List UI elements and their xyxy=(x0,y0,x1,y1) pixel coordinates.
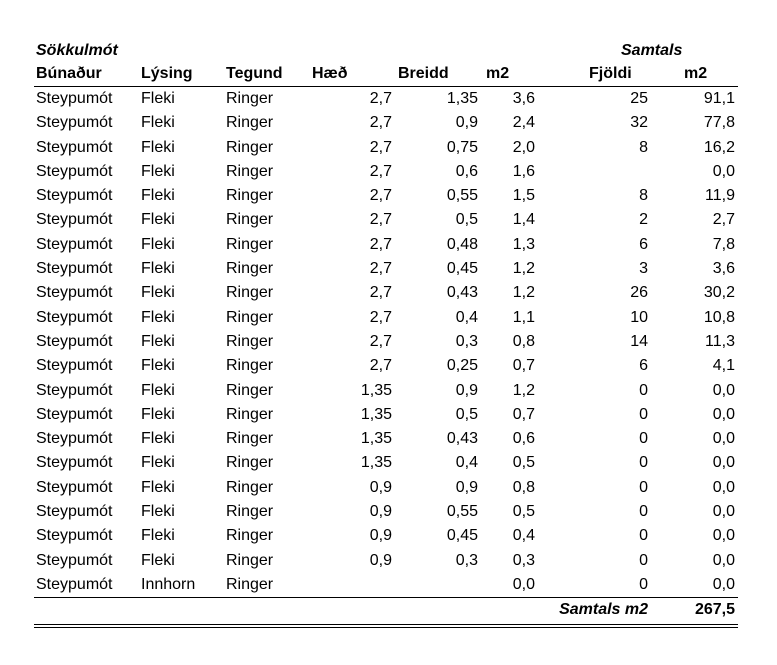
cell-lysing: Fleki xyxy=(141,138,175,156)
double-underline-bottom xyxy=(34,627,738,628)
cell-breidd: 0,5 xyxy=(455,405,478,423)
cell-haed: 1,35 xyxy=(360,430,392,448)
table-row xyxy=(34,451,738,475)
cell-fjoldi: 6 xyxy=(639,235,648,253)
table-row xyxy=(34,330,738,354)
table-row xyxy=(34,208,738,232)
cell-m2: 0,3 xyxy=(512,551,535,569)
cell-m2: 1,3 xyxy=(512,235,535,253)
cell-haed: 2,7 xyxy=(369,260,392,278)
cell-bunadur: Steypumót xyxy=(36,332,113,350)
cell-m2-total: 77,8 xyxy=(703,114,735,132)
cell-m2-total: 0,0 xyxy=(712,478,735,496)
cell-lysing: Fleki xyxy=(141,381,175,399)
cell-breidd: 0,43 xyxy=(446,430,478,448)
cell-breidd: 0,6 xyxy=(455,162,478,180)
cell-fjoldi: 0 xyxy=(639,478,648,496)
cell-tegund: Ringer xyxy=(226,187,274,205)
cell-breidd: 0,9 xyxy=(455,381,478,399)
cell-haed: 2,7 xyxy=(369,211,392,229)
cell-tegund: Ringer xyxy=(226,381,274,399)
cell-fjoldi: 0 xyxy=(639,527,648,545)
total-label: Samtals m2 xyxy=(559,601,648,619)
cell-m2: 2,4 xyxy=(512,114,535,132)
cell-fjoldi: 32 xyxy=(630,114,648,132)
cell-lysing: Fleki xyxy=(141,284,175,302)
cell-m2-total: 0,0 xyxy=(712,575,735,593)
cell-bunadur: Steypumót xyxy=(36,211,113,229)
cell-breidd: 0,4 xyxy=(455,454,478,472)
cell-lysing: Fleki xyxy=(141,332,175,350)
cell-haed: 2,7 xyxy=(369,308,392,326)
cell-m2-total: 91,1 xyxy=(703,90,735,107)
cell-haed: 2,7 xyxy=(369,187,392,205)
cell-m2-total: 4,1 xyxy=(712,357,735,375)
table-row xyxy=(34,500,738,524)
cell-lysing: Fleki xyxy=(141,308,175,326)
table-row xyxy=(34,233,738,257)
cell-bunadur: Steypumót xyxy=(36,478,113,496)
spreadsheet-table xyxy=(34,40,738,628)
column-header-row xyxy=(34,62,738,87)
cell-tegund: Ringer xyxy=(226,478,274,496)
cell-m2: 0,4 xyxy=(512,527,535,545)
cell-m2: 0,7 xyxy=(512,405,535,423)
cell-m2: 1,6 xyxy=(512,162,535,180)
cell-tegund: Ringer xyxy=(226,211,274,229)
cell-tegund: Ringer xyxy=(226,405,274,423)
cell-m2-total: 0,0 xyxy=(712,162,735,180)
cell-m2: 0,0 xyxy=(512,575,535,593)
cell-fjoldi: 0 xyxy=(639,454,648,472)
cell-haed: 0,9 xyxy=(369,551,392,569)
cell-m2-total: 0,0 xyxy=(712,405,735,423)
cell-m2-total: 0,0 xyxy=(712,454,735,472)
cell-m2: 0,5 xyxy=(512,454,535,472)
col-header-bunadur: Búnaður xyxy=(36,65,102,82)
cell-fjoldi: 10 xyxy=(630,308,648,326)
cell-haed: 0,9 xyxy=(369,527,392,545)
total-row xyxy=(34,597,738,621)
cell-m2: 0,5 xyxy=(512,503,535,521)
cell-lysing: Fleki xyxy=(141,405,175,423)
cell-breidd: 0,4 xyxy=(455,308,478,326)
table-row xyxy=(34,184,738,208)
cell-m2: 0,8 xyxy=(512,478,535,496)
cell-lysing: Fleki xyxy=(141,454,175,472)
table-body xyxy=(34,87,738,597)
cell-m2: 1,2 xyxy=(512,381,535,399)
cell-haed: 1,35 xyxy=(360,381,392,399)
cell-tegund: Ringer xyxy=(226,454,274,472)
table-row xyxy=(34,257,738,281)
cell-fjoldi: 25 xyxy=(630,90,648,107)
cell-fjoldi: 0 xyxy=(639,405,648,423)
table-row xyxy=(34,573,738,597)
double-underline-top xyxy=(34,624,738,625)
cell-haed: 2,7 xyxy=(369,357,392,375)
cell-lysing: Fleki xyxy=(141,527,175,545)
cell-m2-total: 30,2 xyxy=(703,284,735,302)
cell-tegund: Ringer xyxy=(226,430,274,448)
cell-lysing: Fleki xyxy=(141,235,175,253)
cell-m2: 1,1 xyxy=(512,308,535,326)
cell-m2: 1,2 xyxy=(512,260,535,278)
col-header-haed: Hæð xyxy=(312,65,348,82)
cell-fjoldi: 8 xyxy=(639,187,648,205)
cell-haed: 0,9 xyxy=(369,478,392,496)
cell-m2-total: 11,9 xyxy=(705,187,735,205)
cell-m2-total: 10,8 xyxy=(703,308,735,326)
cell-tegund: Ringer xyxy=(226,284,274,302)
cell-lysing: Fleki xyxy=(141,551,175,569)
table-row xyxy=(34,306,738,330)
col-header-breidd: Breidd xyxy=(398,65,449,82)
cell-fjoldi: 0 xyxy=(639,430,648,448)
col-header-lysing: Lýsing xyxy=(141,65,193,82)
cell-haed: 0,9 xyxy=(369,503,392,521)
cell-bunadur: Steypumót xyxy=(36,551,113,569)
cell-haed: 2,7 xyxy=(369,162,392,180)
cell-tegund: Ringer xyxy=(226,357,274,375)
cell-breidd: 0,3 xyxy=(455,332,478,350)
cell-tegund: Ringer xyxy=(226,308,274,326)
cell-tegund: Ringer xyxy=(226,527,274,545)
cell-m2: 0,8 xyxy=(512,332,535,350)
cell-bunadur: Steypumót xyxy=(36,90,113,107)
cell-lysing: Fleki xyxy=(141,478,175,496)
cell-bunadur: Steypumót xyxy=(36,430,113,448)
cell-breidd: 0,45 xyxy=(446,260,478,278)
table-row xyxy=(34,476,738,500)
cell-bunadur: Steypumót xyxy=(36,527,113,545)
cell-bunadur: Steypumót xyxy=(36,308,113,326)
cell-breidd: 0,3 xyxy=(455,551,478,569)
cell-m2-total: 0,0 xyxy=(712,503,735,521)
cell-m2: 0,7 xyxy=(512,357,535,375)
cell-m2: 1,4 xyxy=(512,211,535,229)
cell-tegund: Ringer xyxy=(226,503,274,521)
cell-fjoldi: 14 xyxy=(630,332,648,350)
cell-fjoldi: 0 xyxy=(639,381,648,399)
total-value: 267,5 xyxy=(694,601,735,619)
cell-haed: 2,7 xyxy=(369,332,392,350)
cell-fjoldi: 0 xyxy=(639,551,648,569)
sheet-title: Sökkulmót xyxy=(36,42,118,59)
cell-tegund: Ringer xyxy=(226,138,274,156)
cell-breidd: 0,43 xyxy=(446,284,478,302)
table-row xyxy=(34,281,738,305)
cell-m2: 0,6 xyxy=(512,430,535,448)
cell-m2-total: 16,2 xyxy=(703,138,735,156)
cell-breidd: 0,75 xyxy=(446,138,478,156)
cell-haed: 2,7 xyxy=(369,90,392,107)
table-row xyxy=(34,403,738,427)
group-header-samtals: Samtals xyxy=(621,42,683,59)
cell-lysing: Fleki xyxy=(141,162,175,180)
cell-m2: 1,2 xyxy=(512,284,535,302)
cell-bunadur: Steypumót xyxy=(36,114,113,132)
cell-breidd: 0,55 xyxy=(446,503,478,521)
cell-lysing: Innhorn xyxy=(141,575,196,593)
cell-m2-total: 7,8 xyxy=(712,235,735,253)
title-row xyxy=(34,40,738,62)
cell-tegund: Ringer xyxy=(226,575,274,593)
cell-breidd: 0,9 xyxy=(455,478,478,496)
cell-m2: 2,0 xyxy=(512,138,535,156)
cell-m2-total: 0,0 xyxy=(712,381,735,399)
cell-m2-total: 3,6 xyxy=(712,260,735,278)
cell-tegund: Ringer xyxy=(226,551,274,569)
col-header-m2-total: m2 xyxy=(684,65,708,82)
cell-bunadur: Steypumót xyxy=(36,405,113,423)
cell-breidd: 0,55 xyxy=(446,187,478,205)
cell-breidd: 0,5 xyxy=(455,211,478,229)
cell-m2: 3,6 xyxy=(512,90,535,107)
cell-tegund: Ringer xyxy=(226,90,274,107)
cell-tegund: Ringer xyxy=(226,260,274,278)
cell-bunadur: Steypumót xyxy=(36,138,113,156)
table-row xyxy=(34,136,738,160)
cell-m2-total: 11,3 xyxy=(705,332,735,350)
cell-lysing: Fleki xyxy=(141,503,175,521)
cell-haed: 1,35 xyxy=(360,405,392,423)
cell-m2-total: 2,7 xyxy=(712,211,735,229)
table-row xyxy=(34,111,738,135)
cell-fjoldi: 26 xyxy=(630,284,648,302)
table-row xyxy=(34,427,738,451)
cell-tegund: Ringer xyxy=(226,332,274,350)
cell-tegund: Ringer xyxy=(226,162,274,180)
cell-bunadur: Steypumót xyxy=(36,503,113,521)
cell-bunadur: Steypumót xyxy=(36,575,113,593)
col-header-m2: m2 xyxy=(486,65,510,82)
cell-lysing: Fleki xyxy=(141,90,175,107)
cell-breidd: 1,35 xyxy=(446,90,478,107)
cell-bunadur: Steypumót xyxy=(36,381,113,399)
cell-bunadur: Steypumót xyxy=(36,357,113,375)
table-row xyxy=(34,160,738,184)
cell-haed: 2,7 xyxy=(369,284,392,302)
cell-lysing: Fleki xyxy=(141,260,175,278)
cell-tegund: Ringer xyxy=(226,114,274,132)
cell-lysing: Fleki xyxy=(141,114,175,132)
table-row xyxy=(34,354,738,378)
cell-haed: 2,7 xyxy=(369,138,392,156)
cell-fjoldi: 0 xyxy=(639,503,648,521)
col-header-tegund: Tegund xyxy=(226,65,283,82)
cell-lysing: Fleki xyxy=(141,187,175,205)
cell-bunadur: Steypumót xyxy=(36,162,113,180)
cell-lysing: Fleki xyxy=(141,357,175,375)
cell-bunadur: Steypumót xyxy=(36,235,113,253)
cell-bunadur: Steypumót xyxy=(36,187,113,205)
cell-breidd: 0,9 xyxy=(455,114,478,132)
cell-haed: 1,35 xyxy=(360,454,392,472)
cell-bunadur: Steypumót xyxy=(36,284,113,302)
cell-fjoldi: 8 xyxy=(639,138,648,156)
cell-fjoldi: 6 xyxy=(639,357,648,375)
cell-breidd: 0,25 xyxy=(446,357,478,375)
cell-breidd: 0,48 xyxy=(446,235,478,253)
table-row xyxy=(34,379,738,403)
cell-fjoldi: 0 xyxy=(639,575,648,593)
cell-bunadur: Steypumót xyxy=(36,454,113,472)
cell-fjoldi: 2 xyxy=(639,211,648,229)
cell-fjoldi: 3 xyxy=(639,260,648,278)
cell-m2: 1,5 xyxy=(512,187,535,205)
cell-tegund: Ringer xyxy=(226,235,274,253)
cell-m2-total: 0,0 xyxy=(712,527,735,545)
cell-breidd: 0,45 xyxy=(446,527,478,545)
cell-m2-total: 0,0 xyxy=(712,551,735,569)
cell-m2-total: 0,0 xyxy=(712,430,735,448)
cell-haed: 2,7 xyxy=(369,114,392,132)
table-row xyxy=(34,87,738,111)
table-row xyxy=(34,549,738,573)
cell-lysing: Fleki xyxy=(141,430,175,448)
col-header-fjoldi: Fjöldi xyxy=(589,65,632,82)
cell-lysing: Fleki xyxy=(141,211,175,229)
cell-bunadur: Steypumót xyxy=(36,260,113,278)
table-row xyxy=(34,524,738,548)
cell-haed: 2,7 xyxy=(369,235,392,253)
